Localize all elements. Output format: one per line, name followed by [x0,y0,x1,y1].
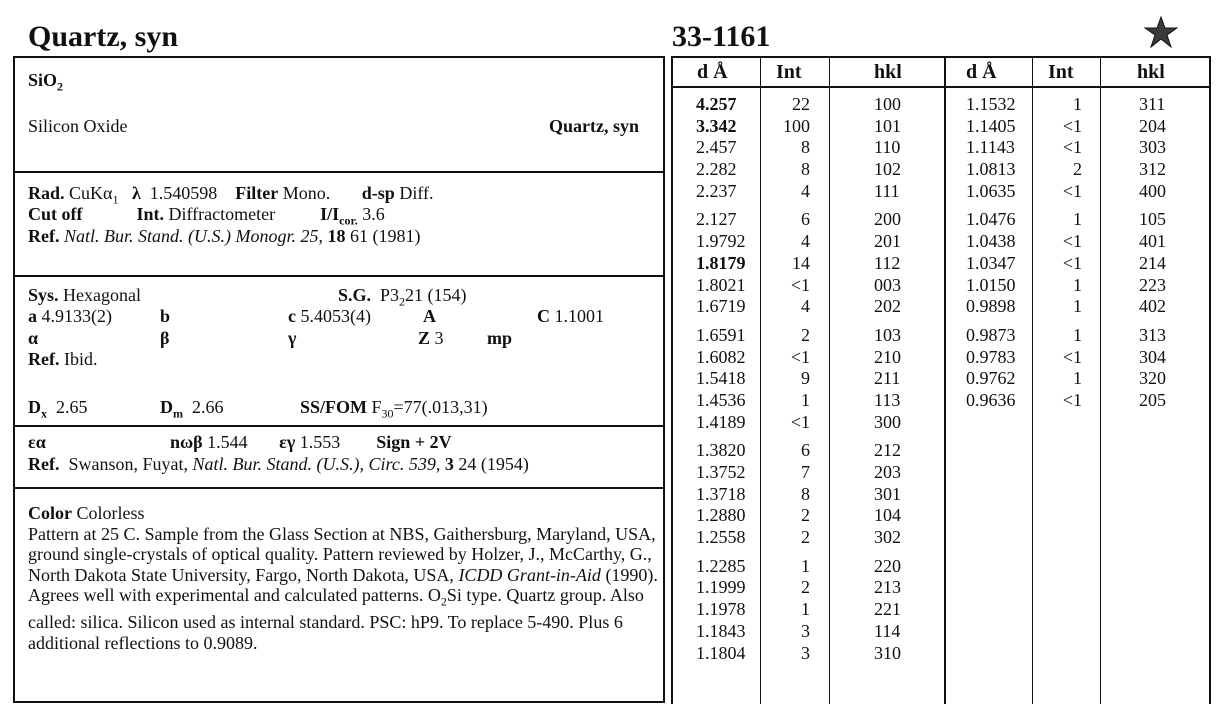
d-spacing: 1.1405 [966,115,1016,136]
intensity: <1 [1062,346,1082,367]
refractive-index: nωβ 1.544 εγ 1.553 Sign + 2V [170,432,452,452]
d-spacing: 2.127 [696,209,737,230]
header-int: Int [1048,61,1074,83]
optics-ref: Ref. Swanson, Fuyat, Natl. Bur. Stand. (U.S.), Circ. 539, 3 24 (1954) [28,454,529,474]
d-spacing: 4.257 [696,94,737,114]
hkl-index: 320 [1139,368,1166,389]
d-spacing: 1.6719 [696,296,746,317]
hkl-index: 223 [1139,274,1166,295]
intensity: 4 [801,231,810,252]
intensity: 2 [1073,159,1082,180]
hkl-index: 102 [874,159,901,180]
hkl-index: 113 [874,389,901,410]
hkl-index: 313 [1139,324,1166,345]
header-d: d Å [697,61,728,83]
density-line: $D_x$ 2.65 [28,397,88,421]
intensity: 2 [801,527,810,548]
hkl-index: 400 [1139,180,1166,201]
beta-label: β [160,328,170,348]
hkl-index: 110 [874,137,901,158]
d-spacing: 2.282 [696,159,737,180]
intensity: 8 [801,159,810,180]
intensity: <1 [1062,231,1082,252]
d-spacing: 1.1143 [966,137,1015,158]
d-spacing: 0.9873 [966,324,1016,345]
hkl-index: 205 [1139,389,1166,410]
intensity: <1 [790,274,810,295]
d-spacing: 1.8021 [696,274,746,295]
optics-section [13,427,665,489]
d-spacing: 1.0813 [966,159,1016,180]
hkl-index: 401 [1139,231,1166,252]
intensity: 3 [801,642,810,663]
hkl-index: 203 [874,462,901,482]
header-d: d Å [966,61,997,83]
hkl-index: 213 [874,577,901,598]
d-spacing: 1.5418 [696,368,746,389]
table-right-border [1209,56,1211,704]
intensity: 1 [1073,324,1082,345]
d-spacing: 1.9792 [696,231,746,252]
comments-text: Color Colorless Pattern at 25 C. Sample from the Glass Section at NBS, Gaithersburg, Maryland, USA, ground single-crystals of optical quality. Pattern reviewed by Holzer, J., McCarthy, G., North Dakota State University, Fargo, North Dakota, USA, ICDD Grant-in-Aid (1990). Agrees well with experimental and calculated patterns. $O_2Si$ type. Quartz group. Also called: silica. Silicon used as internal standard. PSC: hP9. To replace 5-490. Plus 6 additional reflections to 0.9089. [28,503,658,653]
intensity: 8 [801,137,810,158]
intensity: <1 [1062,389,1082,410]
hkl-column-left [874,94,901,664]
col-divider [760,56,761,704]
d-spacing: 0.9783 [966,346,1016,367]
d-spacing: 0.9762 [966,368,1016,389]
intensity: 2 [801,577,810,598]
header-hkl: hkl [874,61,902,83]
d-spacing: 1.0150 [966,274,1016,295]
intensity: 100 [783,115,810,136]
d-spacing: 1.1843 [696,620,746,641]
cell-b-label: b [160,306,171,326]
hkl-index: 221 [874,599,901,620]
intensity: 1 [1073,368,1082,389]
hkl-index: 214 [1139,252,1166,273]
d-spacing: 1.4536 [696,389,746,410]
hkl-index: 220 [874,555,901,576]
intensity: 1 [1073,209,1082,230]
hkl-index: 210 [874,346,901,367]
d-spacing: 1.0476 [966,209,1016,230]
ratio-A-label: A [423,306,436,326]
hkl-index: 212 [874,440,901,461]
d-spacing: 2.237 [696,180,737,201]
d-spacing: 1.1532 [966,94,1016,114]
hkl-index: 312 [1139,159,1166,180]
hkl-index: 111 [874,180,900,201]
int-column-left [768,94,810,664]
intensity: 1 [1073,94,1082,114]
d-spacing: 1.1978 [696,599,746,620]
intensity: 1 [801,555,810,576]
d-spacing: 0.9898 [966,296,1016,317]
col-divider [944,56,946,704]
hkl-index: 100 [874,94,901,114]
hkl-index: 310 [874,642,901,663]
mineral-name: Quartz, syn [549,116,639,136]
hkl-index: 304 [1139,346,1166,367]
intensity: <1 [1062,180,1082,201]
d-column-left [696,94,746,664]
cell-c: c 5.4053(4) [288,306,371,326]
hkl-index: 202 [874,296,901,317]
hkl-index: 104 [874,505,901,526]
hkl-index: 003 [874,274,901,295]
intensity: 6 [801,440,810,461]
col-divider [829,56,830,704]
intensity: 6 [801,209,810,230]
d-spacing: 1.3820 [696,440,746,461]
hkl-index: 303 [1139,137,1166,158]
d-spacing: 1.0635 [966,180,1016,201]
d-spacing: 1.2880 [696,505,746,526]
hkl-index: 301 [874,483,901,504]
hkl-index: 311 [1139,94,1166,114]
crystal-section [13,277,665,427]
ss-fom: SS/FOM $F_{30}=77(.013,31)$ [300,397,488,421]
d-spacing: 1.1999 [696,577,746,598]
z-value: Z 3 [418,328,444,348]
d-spacing: 1.0438 [966,231,1016,252]
formula: SiO$_2$ [28,70,64,94]
intensity: 2 [801,505,810,526]
hkl-index: 105 [1139,209,1166,230]
int-column-right [1040,94,1082,412]
crystal-ref: Ref. Ibid. [28,349,98,369]
intensity: 1 [801,389,810,410]
intensity: <1 [1062,115,1082,136]
d-spacing: 1.6082 [696,346,746,367]
hkl-index: 402 [1139,296,1166,317]
hkl-index: 300 [874,411,901,432]
mp-label: mp [487,328,513,348]
alpha-label: α [28,328,39,348]
header-int: Int [776,61,802,83]
intensity: 4 [801,296,810,317]
hkl-column-right [1139,94,1166,412]
hkl-index: 302 [874,527,901,548]
card-title: Quartz, syn [28,20,178,53]
intensity: <1 [1062,137,1082,158]
d-spacing: 1.4189 [696,411,746,432]
space-group: S.G. $P3_221$ (154) [338,285,467,309]
d-spacing: 1.6591 [696,324,746,345]
d-spacing: 1.2285 [696,555,746,576]
gamma-label: γ [288,328,297,348]
col-divider [1100,56,1101,704]
hkl-index: 201 [874,231,901,252]
intensity: 8 [801,483,810,504]
intensity: <1 [790,411,810,432]
intensity: 1 [1073,296,1082,317]
intensity: 7 [801,462,810,482]
comments-section [13,489,665,703]
d-spacing: 0.9636 [966,389,1016,410]
d-spacing: 1.3752 [696,462,746,482]
intensity: <1 [1062,252,1082,273]
formula-section [13,58,665,173]
hkl-index: 200 [874,209,901,230]
intensity: 9 [801,368,810,389]
system-line: Sys. Hexagonal [28,285,141,305]
d-spacing: 1.8179 [696,252,746,273]
radiation-line: Rad. CuKα$_1$ λ 1.540598 Filter Mono. d-sp Diff. [28,183,434,207]
intensity: 2 [801,324,810,345]
table-left-border [671,56,673,704]
hkl-index: 114 [874,620,901,641]
hkl-index: 211 [874,368,901,389]
measured-density: $D_m$ 2.66 [160,397,224,421]
table-header-rule [671,86,1211,88]
intensity: 14 [792,252,810,273]
optics-line: εα [28,432,46,452]
cell-a: a 4.9133(2) [28,306,112,326]
d-spacing: 1.1804 [696,642,746,663]
d-spacing: 1.0347 [966,252,1016,273]
intensity: 1 [801,599,810,620]
intensity: 3 [801,620,810,641]
hkl-index: 101 [874,115,901,136]
diffraction-section [13,173,665,277]
hkl-index: 204 [1139,115,1166,136]
header-hkl: hkl [1137,61,1165,83]
table-top-border [671,56,1211,58]
d-column-right [966,94,1016,412]
intensity: 1 [1073,274,1082,295]
hkl-index: 103 [874,324,901,345]
hkl-index: 112 [874,252,901,273]
ratio-C: C 1.1001 [537,306,604,326]
d-spacing: 1.3718 [696,483,746,504]
cutoff-line: Cut off Int. Diffractometer $I/I_{cor.}$ 3.6 [28,204,385,228]
chemical-name: Silicon Oxide [28,116,128,136]
col-divider [1032,56,1033,704]
diffraction-ref: Ref. Natl. Bur. Stand. (U.S.) Monogr. 25, 18 61 (1981) [28,226,421,246]
intensity: 4 [801,180,810,201]
intensity: 22 [792,94,810,114]
star-icon [1144,16,1178,48]
d-spacing: 1.2558 [696,527,746,548]
pdf-number: 33-1161 [672,20,771,53]
d-spacing: 2.457 [696,137,737,158]
d-spacing: 3.342 [696,115,737,136]
intensity: <1 [790,346,810,367]
